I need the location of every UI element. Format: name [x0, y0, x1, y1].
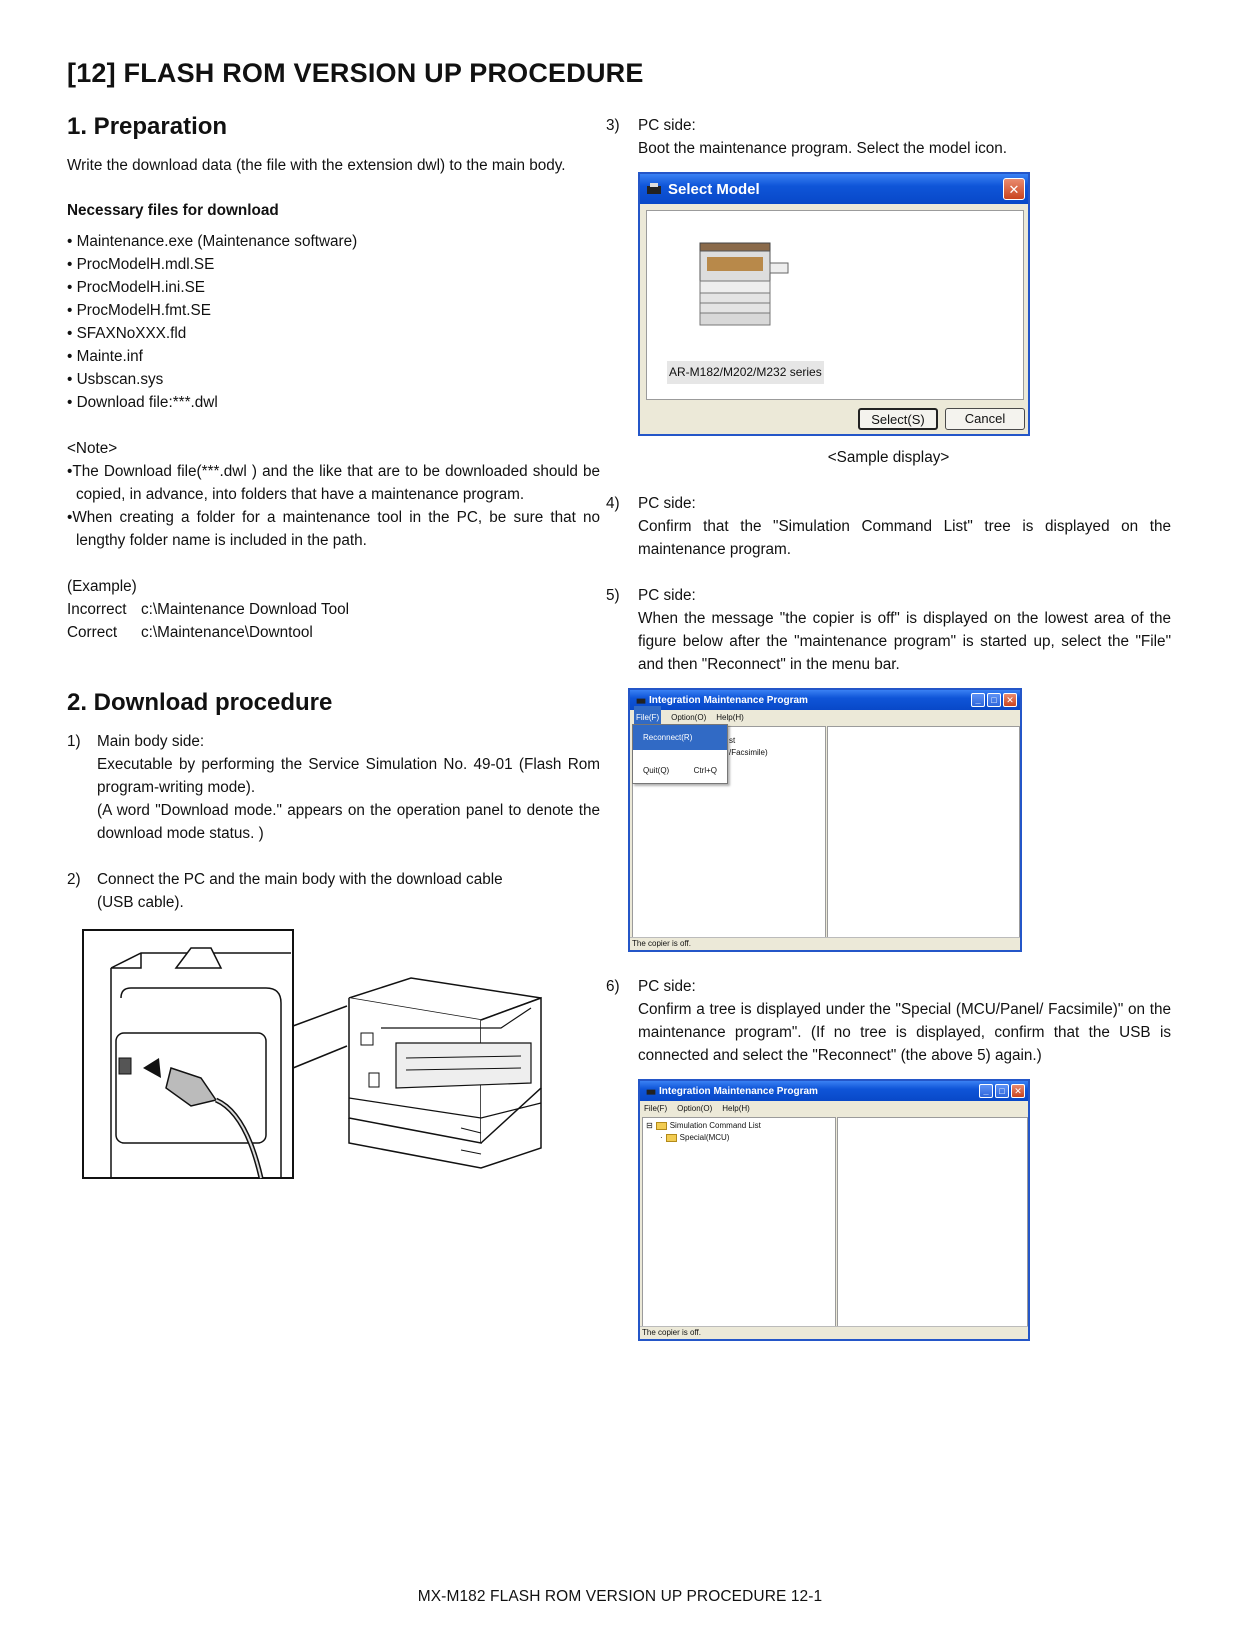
- menu-bar: [630, 710, 1020, 724]
- maintenance-window-tree: [638, 1079, 1030, 1341]
- menu-item-quit[interactable]: Quit(Q) Ctrl+Q: [643, 766, 717, 775]
- file-list: [67, 230, 600, 414]
- step-2: 2) Connect the PC and the main body with the download cable (USB cable).: [67, 868, 600, 914]
- list-item: • ProcModelH.mdl.SE: [67, 256, 215, 273]
- cancel-button[interactable]: Cancel: [945, 408, 1025, 430]
- dialog-title: Select Model: [668, 180, 760, 198]
- note-item: •The Download file(***.dwl ) and the like that are to be downloaded should be copied, in advance, into folders that have a maintenance program.: [67, 463, 600, 503]
- menu-help[interactable]: Help(H): [722, 1103, 750, 1113]
- list-item: • Mainte.inf: [67, 348, 143, 365]
- usb-connection-illustration: [81, 928, 581, 1188]
- status-bar: The copier is off.: [630, 937, 1020, 950]
- maximize-icon[interactable]: □: [995, 1084, 1009, 1098]
- step-text: Boot the maintenance program. Select the model icon.: [638, 140, 1008, 157]
- page-footer: MX-M182 FLASH ROM VERSION UP PROCEDURE 12-1: [417, 1588, 823, 1605]
- maintenance-window-reconnect: [628, 688, 1022, 952]
- close-icon[interactable]: ✕: [1003, 693, 1017, 707]
- list-item: • ProcModelH.fmt.SE: [67, 302, 211, 319]
- folder-icon: [666, 1134, 677, 1142]
- select-model-dialog: [638, 172, 1030, 436]
- step-text: (A word "Download mode." appears on the operation panel to denote the download mode status. ): [97, 802, 600, 842]
- tree-pane[interactable]: [642, 1117, 836, 1329]
- maximize-icon[interactable]: □: [987, 693, 1001, 707]
- example-path: c:\Maintenance\Downtool: [141, 624, 313, 641]
- example-label: Correct: [67, 624, 118, 641]
- step-title: Connect the PC and the main body with the download cable: [97, 871, 503, 888]
- command-tree: [646, 1120, 761, 1144]
- step-text: Confirm that the "Simulation Command List" tree is displayed on the maintenance program.: [638, 518, 1171, 558]
- detail-pane[interactable]: [827, 726, 1020, 940]
- detail-pane[interactable]: [837, 1117, 1028, 1329]
- step-text: When the message "the copier is off" is displayed on the lowest area of the figure below after the "maintenance program" is started up, select the "File" and then "Reconnect" in the menu bar.: [638, 610, 1171, 673]
- preparation-intro: Write the download data (the file with the extension dwl) to the main body.: [67, 157, 566, 174]
- menu-bar: [640, 1101, 1028, 1115]
- status-bar: The copier is off.: [640, 1326, 1028, 1339]
- close-icon[interactable]: ✕: [1003, 178, 1025, 200]
- step-1: 1) Main body side: Executable by performing the Service Simulation No. 49-01 (Flash Rom program-writing mode). (A word "Download mode." appears on the operation panel to denote the download mode status. ): [67, 730, 600, 845]
- menu-option[interactable]: Option(O): [677, 1103, 713, 1113]
- example-heading: (Example): [67, 578, 137, 595]
- select-button[interactable]: Select(S): [858, 408, 938, 430]
- step-3: 3) PC side: Boot the maintenance program. Select the model icon.: [606, 114, 1171, 160]
- example-row: [67, 621, 600, 644]
- window-title: Integration Maintenance Program: [649, 694, 808, 706]
- menu-help[interactable]: Help(H): [716, 712, 744, 722]
- copier-icon[interactable]: [695, 235, 795, 330]
- step-text: Executable by performing the Service Simulation No. 49-01 (Flash Rom program-writing mode).: [97, 756, 600, 796]
- model-label[interactable]: AR-M182/M202/M232 series: [667, 361, 824, 384]
- file-menu-dropdown: [632, 724, 728, 784]
- tree-fragment: st: [729, 736, 736, 745]
- app-icon: [636, 696, 646, 705]
- close-icon[interactable]: ✕: [1011, 1084, 1025, 1098]
- step-title: PC side:: [638, 495, 696, 512]
- example-path: c:\Maintenance Download Tool: [141, 601, 350, 618]
- menu-file[interactable]: File(F): [634, 706, 661, 729]
- dialog-titlebar: [640, 174, 1028, 204]
- list-item: • Usbscan.sys: [67, 371, 164, 388]
- model-list[interactable]: [646, 210, 1024, 400]
- window-title: Integration Maintenance Program: [659, 1085, 818, 1097]
- tree-fragment: /Facsimile): [729, 748, 768, 757]
- list-item: • SFAXNoXXX.fld: [67, 325, 187, 342]
- minimize-icon[interactable]: _: [971, 693, 985, 707]
- tree-node[interactable]: · Special(MCU): [660, 1133, 730, 1142]
- step-text: (USB cable).: [97, 894, 184, 911]
- step-title: PC side:: [638, 117, 696, 134]
- step-title: Main body side:: [97, 733, 205, 750]
- tree-node[interactable]: ⊟ Simulation Command List: [646, 1121, 761, 1130]
- example-row: [67, 598, 600, 621]
- step-title: PC side:: [638, 978, 696, 995]
- folder-icon: [656, 1122, 667, 1130]
- step-6: 6) PC side: Confirm a tree is displayed under the "Special (MCU/Panel/ Facsimile)" on the maintenance program". (If no tree is displayed, confirm that the USB is connected and select the "Reconnect" (the above 5) again.): [606, 975, 1171, 1067]
- example-label: Incorrect: [67, 601, 127, 618]
- list-item: • Maintenance.exe (Maintenance software): [67, 233, 358, 250]
- menu-file[interactable]: File(F): [644, 1103, 668, 1113]
- minimize-icon[interactable]: _: [979, 1084, 993, 1098]
- menu-option[interactable]: Option(O): [671, 712, 707, 722]
- step-title: PC side:: [638, 587, 696, 604]
- download-heading: 2. Download procedure: [67, 689, 333, 716]
- page-title: [12] FLASH ROM VERSION UP PROCEDURE: [67, 58, 644, 88]
- step-text: Confirm a tree is displayed under the "Special (MCU/Panel/ Facsimile)" on the maintenance program". (If no tree is displayed, confirm that the USB is connected and select the "Reconnect" (the above 5) again.): [638, 1001, 1171, 1064]
- preparation-heading: 1. Preparation: [67, 113, 228, 140]
- step-5: 5) PC side: When the message "the copier is off" is displayed on the lowest area of the figure below after the "maintenance program" is started up, select the "File" and then "Reconnect" in the menu bar.: [606, 584, 1171, 676]
- files-heading: Necessary files for download: [67, 202, 279, 219]
- app-icon: [646, 1087, 656, 1096]
- printer-icon: [646, 182, 662, 196]
- menu-item-reconnect[interactable]: Reconnect(R): [633, 725, 727, 750]
- right-column: [606, 114, 1171, 1341]
- list-item: • Download file:***.dwl: [67, 394, 218, 411]
- sample-display-caption: <Sample display>: [827, 449, 950, 466]
- left-column: [67, 112, 600, 1188]
- note-item: •When creating a folder for a maintenance tool in the PC, be sure that no lengthy folder name is included in the path.: [67, 509, 600, 549]
- note-heading: <Note>: [67, 440, 118, 457]
- list-item: • ProcModelH.ini.SE: [67, 279, 205, 296]
- step-4: 4) PC side: Confirm that the "Simulation Command List" tree is displayed on the maintenance program.: [606, 492, 1171, 561]
